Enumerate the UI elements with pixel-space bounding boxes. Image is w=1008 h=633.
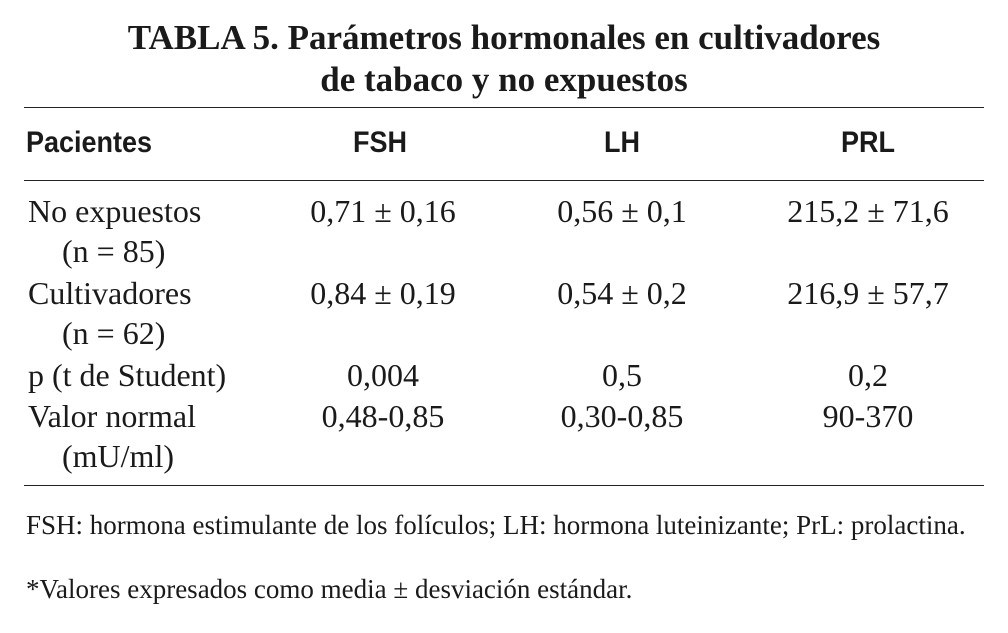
header-prl: PRL (841, 126, 895, 159)
header-rule (24, 180, 984, 181)
header-lh: LH (604, 126, 640, 159)
top-rule (24, 107, 984, 108)
cell-unexposed-prl: 215,2 ± 71,6 (787, 193, 949, 229)
cell-normal-lh: 0,30-0,85 (560, 398, 684, 434)
cell-p-value-lh: 0,5 (602, 357, 642, 393)
table-title-line-1: TABLA 5. Parámetros hormonales en cultivadores (127, 18, 881, 57)
bottom-rule (24, 485, 984, 486)
footnote-abbreviations: FSH: hormona estimulante de los folículos; LH: hormona luteinizante; PrL: prolactina. (26, 510, 966, 540)
cell-normal-fsh: 0,48-0,85 (321, 398, 445, 434)
row-label-unexposed: No expuestos (28, 193, 202, 229)
row-label-normal-value: Valor normal (28, 398, 196, 434)
row-label-p-value: p (t de Student) (28, 357, 227, 393)
cell-growers-lh: 0,54 ± 0,2 (557, 275, 687, 311)
header-patients: Pacientes (26, 126, 153, 159)
cell-growers-fsh: 0,84 ± 0,19 (310, 275, 456, 311)
cell-normal-prl: 90-370 (822, 398, 914, 434)
header-fsh: FSH (353, 126, 407, 159)
cell-p-value-prl: 0,2 (848, 357, 888, 393)
row-sublabel-unexposed: (n = 85) (62, 233, 166, 269)
cell-unexposed-fsh: 0,71 ± 0,16 (310, 193, 456, 229)
cell-p-value-fsh: 0,004 (347, 357, 419, 393)
cell-unexposed-lh: 0,56 ± 0,1 (557, 193, 687, 229)
row-sublabel-growers: (n = 62) (62, 315, 166, 351)
row-sublabel-normal-value: (mU/ml) (62, 438, 174, 474)
table-title-line-2: de tabaco y no expuestos (320, 60, 688, 99)
row-label-growers: Cultivadores (28, 275, 192, 311)
footnote-values: *Valores expresados como media ± desviación estándar. (26, 574, 633, 604)
cell-growers-prl: 216,9 ± 57,7 (787, 275, 949, 311)
